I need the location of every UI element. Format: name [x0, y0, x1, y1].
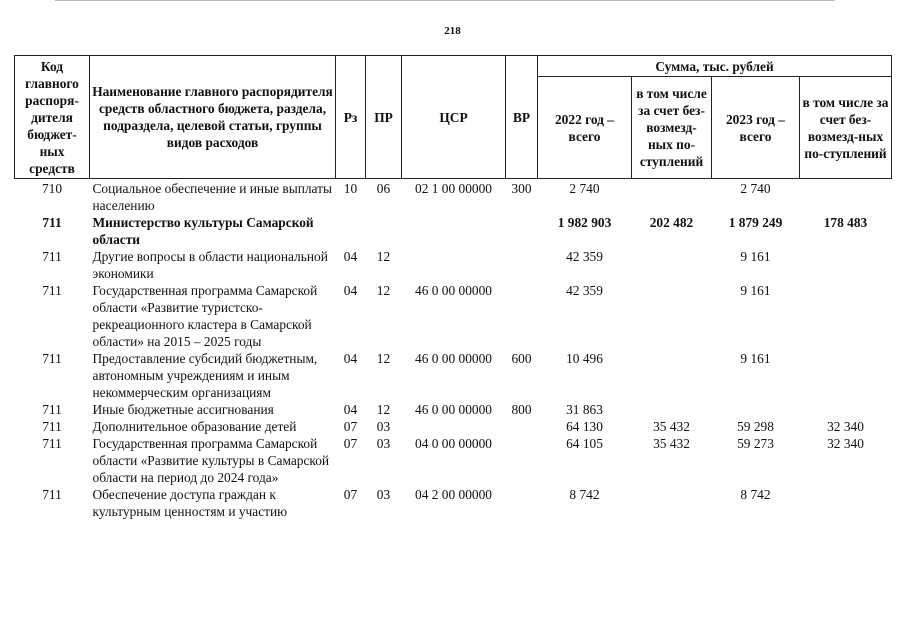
cell-2023-free	[800, 248, 892, 282]
cell-2022-free: 202 482	[649, 215, 694, 230]
cell-csr: 04 2 00 00000	[415, 487, 492, 502]
table-row	[15, 350, 892, 401]
cell-pr: 12	[376, 283, 391, 298]
cell-code: 711	[42, 215, 62, 230]
cell-code: 711	[42, 249, 62, 264]
table-header	[15, 56, 892, 179]
header-2022-total: 2022 год – всего	[538, 77, 632, 179]
cell-rz	[336, 214, 366, 248]
cell-code: 711	[42, 351, 62, 366]
cell-rz: 04	[343, 249, 358, 264]
cell-2023-total: 9 161	[740, 351, 771, 366]
cell-rz: 04	[343, 283, 358, 298]
cell-2023-total	[712, 401, 800, 418]
cell-2023-total: 9 161	[740, 283, 771, 298]
cell-2023-total: 8 742	[740, 487, 771, 502]
cell-vr	[506, 418, 538, 435]
cell-2023-total: 2 740	[740, 181, 771, 196]
cell-code: 711	[42, 402, 62, 417]
cell-csr	[402, 418, 506, 435]
cell-2022-total: 64 105	[566, 436, 603, 451]
cell-2023-free	[800, 401, 892, 418]
cell-csr: 04 0 00 00000	[415, 436, 492, 451]
cell-2022-free	[632, 486, 712, 520]
cell-vr: 300	[511, 181, 532, 196]
cell-2022-total: 42 359	[566, 283, 603, 298]
cell-2022-total: 10 496	[566, 351, 603, 366]
table-row	[15, 179, 892, 215]
cell-name: Иные бюджетные ассигнования	[92, 402, 274, 417]
cell-csr: 02 1 00 00000	[415, 181, 492, 196]
cell-csr: 46 0 00 00000	[415, 283, 492, 298]
cell-name: Предоставление субсидий бюджетным, автономным учреждениям и иным некоммерческим организациям	[92, 351, 318, 400]
page-number: 218	[444, 25, 461, 37]
cell-pr: 12	[376, 249, 391, 264]
table-row	[15, 214, 892, 248]
table-row	[15, 418, 892, 435]
cell-vr	[506, 435, 538, 486]
cell-pr: 12	[376, 402, 391, 417]
header-2023-total: 2023 год – всего	[712, 77, 800, 179]
cell-2022-free	[632, 350, 712, 401]
cell-2023-free: 32 340	[827, 419, 864, 434]
cell-2022-total: 42 359	[566, 249, 603, 264]
cell-code: 711	[42, 487, 62, 502]
cell-vr	[506, 214, 538, 248]
cell-2023-total: 9 161	[740, 249, 771, 264]
header-pr: ПР	[366, 56, 402, 179]
cell-rz: 04	[343, 402, 358, 417]
cell-2022-free	[632, 179, 712, 215]
table-row	[15, 282, 892, 350]
cell-pr: 03	[376, 436, 391, 451]
cell-vr: 800	[511, 402, 532, 417]
header-code: Код главного распоря-дителя бюджет-ных средств	[15, 56, 90, 179]
cell-rz: 10	[343, 181, 358, 196]
cell-csr: 46 0 00 00000	[415, 351, 492, 366]
cell-name: Обеспечение доступа граждан к культурным ценностям и участию	[92, 487, 288, 519]
header-2023-free: в том числе за счет без-возмезд-ных по-ступлений	[800, 77, 892, 179]
cell-2023-free	[800, 350, 892, 401]
cell-2022-total: 64 130	[566, 419, 603, 434]
cell-vr	[506, 248, 538, 282]
header-2022-free: в том числе за счет без-возмезд-ных по-ступлений	[632, 77, 712, 179]
cell-2023-free: 32 340	[827, 436, 864, 451]
cell-pr: 12	[376, 351, 391, 366]
cell-code: 711	[42, 283, 62, 298]
cell-pr	[366, 214, 402, 248]
cell-name: Дополнительное образование детей	[92, 419, 297, 434]
cell-2022-total: 1 982 903	[557, 215, 612, 230]
cell-2023-total: 59 298	[737, 419, 774, 434]
cell-2022-free	[632, 248, 712, 282]
header-sum-group: Сумма, тыс. рублей	[538, 56, 892, 77]
cell-2023-free	[800, 179, 892, 215]
table-row	[15, 486, 892, 520]
cell-2022-total: 31 863	[566, 402, 603, 417]
header-name: Наименование главного распорядителя средств областного бюджета, раздела, подраздела, целевой статьи, группы видов расходов	[90, 56, 336, 179]
scan-edge-line	[55, 0, 835, 1]
table-row	[15, 248, 892, 282]
cell-2023-free	[800, 282, 892, 350]
table-row	[15, 401, 892, 418]
cell-2022-free: 35 432	[653, 436, 690, 451]
cell-pr: 03	[376, 487, 391, 502]
cell-rz: 04	[343, 351, 358, 366]
table-row	[15, 435, 892, 486]
cell-2022-total: 2 740	[569, 181, 600, 196]
cell-name: Министерство культуры Самарской области	[92, 215, 314, 247]
cell-2022-total: 8 742	[569, 487, 600, 502]
budget-table	[14, 55, 892, 520]
cell-rz: 07	[343, 436, 358, 451]
cell-pr: 03	[376, 419, 391, 434]
cell-csr	[402, 248, 506, 282]
cell-vr	[506, 486, 538, 520]
cell-2023-total: 59 273	[737, 436, 774, 451]
cell-2023-free	[800, 486, 892, 520]
cell-rz: 07	[343, 419, 358, 434]
cell-csr	[402, 214, 506, 248]
cell-2023-free: 178 483	[823, 215, 868, 230]
header-csr: ЦСР	[402, 56, 506, 179]
cell-code: 711	[42, 436, 62, 451]
table-body	[15, 179, 892, 521]
cell-name: Государственная программа Самарской области «Развитие туристско-рекреационного кластера в Самарской области» на 2015 – 2025 годы	[92, 283, 318, 349]
cell-2022-free	[632, 401, 712, 418]
header-vr: ВР	[506, 56, 538, 179]
cell-rz: 07	[343, 487, 358, 502]
cell-csr: 46 0 00 00000	[415, 402, 492, 417]
cell-vr	[506, 282, 538, 350]
cell-2022-free	[632, 282, 712, 350]
cell-name: Социальное обеспечение и иные выплаты населению	[92, 181, 333, 213]
cell-2023-total: 1 879 249	[728, 215, 783, 230]
cell-code: 710	[41, 181, 63, 196]
cell-code: 711	[42, 419, 62, 434]
cell-vr: 600	[511, 351, 532, 366]
cell-name: Государственная программа Самарской области «Развитие культуры в Самарской области на период до 2024 года»	[92, 436, 330, 485]
cell-pr: 06	[376, 181, 391, 196]
cell-2022-free: 35 432	[653, 419, 690, 434]
header-rz: Рз	[336, 56, 366, 179]
cell-name: Другие вопросы в области национальной экономики	[92, 249, 328, 281]
